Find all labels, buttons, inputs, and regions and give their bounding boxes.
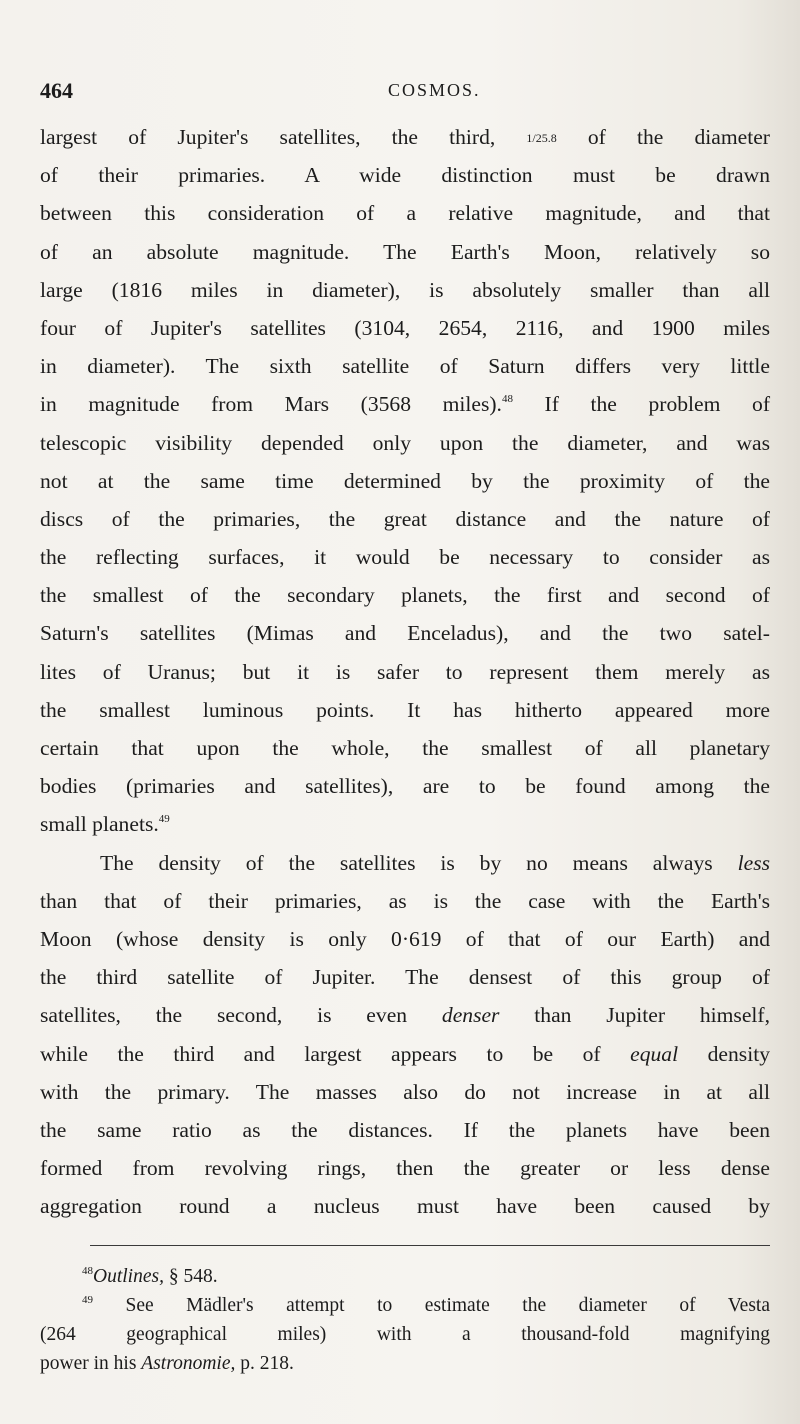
text-run: largest of Jupiter's satellites, the third, <box>40 125 527 149</box>
text-run: If the problem of <box>512 392 771 417</box>
text-line: Saturn's satellites (Mimas and Enceladus), and the two satel- <box>40 621 770 646</box>
fraction: 1/25.8 <box>526 131 557 145</box>
footnote-text: power in his <box>40 1353 142 1374</box>
text-line: of their primaries. A wide distinction must be drawn <box>40 163 770 188</box>
emphasis: equal <box>630 1041 679 1066</box>
footnote-line <box>40 1291 770 1320</box>
page-number: 464 <box>40 78 73 103</box>
text-line: than that of their primaries, as is the case with the Earth's <box>40 888 770 913</box>
text-line <box>40 805 770 843</box>
footnote-rule <box>90 1245 770 1246</box>
emphasis: denser <box>441 1003 500 1028</box>
text-line <box>40 118 770 156</box>
text-line: four of Jupiter's satellites (3104, 2654, 2116, and 1900 miles <box>40 315 770 340</box>
footnote-line <box>40 1320 770 1349</box>
footnote-line <box>40 1262 770 1291</box>
footnote-marker: 49 <box>82 1294 93 1306</box>
text-line: aggregation round a nucleus must have been caused by <box>40 1194 770 1219</box>
text-line: lites of Uranus; but it is safer to represent them merely as <box>40 659 770 684</box>
text-run: satellites, the second, is even <box>40 1003 442 1028</box>
footnote-line <box>40 1349 770 1378</box>
text-run: while the third and largest appears to be of <box>40 1041 631 1066</box>
text-line: the smallest luminous points. It has hitherto appeared more <box>40 697 770 722</box>
text-line: discs of the primaries, the great distance and the nature of <box>40 506 770 531</box>
text-line: bodies (primaries and satellites), are to be found among the <box>40 774 770 799</box>
footnotes <box>40 1262 770 1378</box>
text-run: small planets. <box>40 812 159 837</box>
text-line <box>40 844 770 882</box>
text-line: of an absolute magnitude. The Earth's Moon, relatively so <box>40 239 770 264</box>
text-line <box>40 385 770 423</box>
text-line: between this consideration of a relative magnitude, and that <box>40 201 770 226</box>
text-line: formed from revolving rings, then the greater or less dense <box>40 1156 770 1181</box>
text-line: large (1816 miles in diameter), is absolutely smaller than all <box>40 277 770 302</box>
text-line <box>40 996 770 1034</box>
footnote-title: Astronomie, <box>141 1353 236 1374</box>
text-line: the same ratio as the distances. If the planets have been <box>40 1117 770 1142</box>
text-line: certain that upon the whole, the smallest of all planetary <box>40 736 770 760</box>
text-line: not at the same time determined by the proximity of the <box>40 468 770 493</box>
running-head: COSMOS. <box>388 80 481 100</box>
text-line <box>40 1035 770 1073</box>
text-run: density <box>678 1041 770 1066</box>
text-line: the third satellite of Jupiter. The densest of this group of <box>40 965 770 990</box>
text-line: in diameter). The sixth satellite of Saturn differs very little <box>40 354 770 379</box>
text-run: in magnitude from Mars (3568 miles). <box>40 392 502 417</box>
text-line: telescopic visibility depended only upon the diameter, and was <box>40 430 770 455</box>
footnote-text: (264 geographical miles) with a thousand-fold magnifying <box>40 1324 770 1345</box>
text-run: of the diameter <box>556 125 770 149</box>
footnote-text: p. 218. <box>235 1353 294 1374</box>
text-line: the smallest of the secondary planets, the first and second of <box>40 583 770 608</box>
page-header <box>40 78 760 114</box>
text-line: with the primary. The masses also do not increase in at all <box>40 1079 770 1104</box>
footnote-reference: 48 <box>501 393 513 406</box>
footnote-text: § 548. <box>163 1266 218 1287</box>
footnote-text: See Mädler's attempt to estimate the diameter of Vesta <box>93 1295 770 1316</box>
text-line: Moon (whose density is only 0·619 of that of our Earth) and <box>40 926 770 951</box>
footnote-title: Outlines, <box>93 1266 164 1287</box>
footnote-reference: 49 <box>158 813 170 826</box>
emphasis: less <box>737 850 770 875</box>
text-run: The density of the satellites is by no means always <box>100 850 738 875</box>
text-run: than Jupiter himself, <box>499 1003 770 1028</box>
footnote-marker: 48 <box>82 1265 93 1277</box>
text-line: the reflecting surfaces, it would be necessary to consider as <box>40 545 770 570</box>
body-text <box>40 118 770 1225</box>
